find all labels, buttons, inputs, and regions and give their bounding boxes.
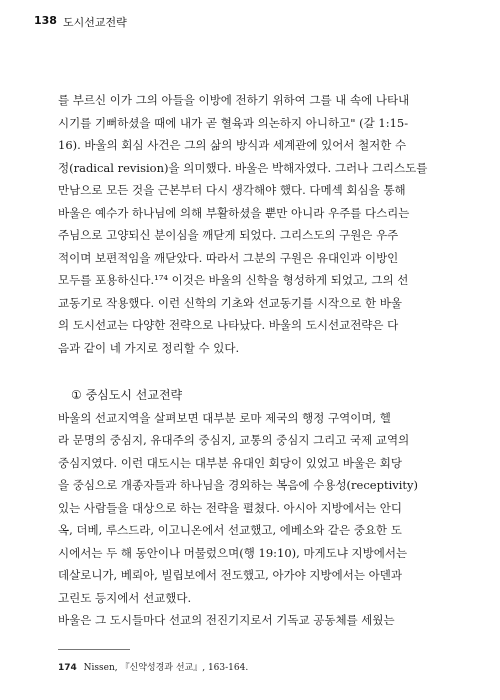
text-line: 만남으로 모든 것을 근본부터 다시 생각해야 했다. 다메섹 회심을 통해: [58, 183, 406, 197]
text-line: 고린도 등지에서 선교했다.: [58, 590, 192, 605]
section-heading: ① 중심도시 선교전략: [71, 388, 183, 402]
text-line: 음과 같이 네 가지로 정리할 수 있다.: [58, 340, 240, 355]
text-line: 라 문명의 중심지, 유대주의 중심지, 교통의 중심지 그리고 국제 교역의: [58, 433, 410, 447]
text-line: 16). 바울의 회심 사건은 그의 삶의 방식과 세계관에 있어서 철저한 수: [58, 138, 407, 152]
text-line: 적이며 보편적임을 깨닫았다. 따라서 그분의 구원은 유대인과 이방인: [58, 250, 399, 265]
text-line: 주님으로 고양되신 분이심을 깨닫게 되었다. 그리스도의 구원은 우주: [58, 228, 399, 242]
footnote-divider: [58, 649, 130, 650]
running-title: 도시선교전략: [62, 16, 127, 29]
text-line: 있는 사람들을 대상으로 하는 전략을 펼쳤다. 아시아 지방에서는 안디: [58, 500, 402, 515]
text-line: 시기를 기뻐하셨을 때에 내가 곧 혈육과 의논하지 아니하고" (갈 1:15-: [58, 115, 409, 130]
text-line: 바울은 예수가 하나님에 의해 부활하셨을 뿐만 아니라 우주를 다스리는: [58, 205, 410, 220]
text-line: 중심지였다. 이런 대도시는 대부분 유대인 회당이 있었고 바울은 회당: [58, 455, 402, 470]
footnote: [58, 660, 248, 673]
text-line: 바울의 선교지역을 살펴보면 대부분 로마 제국의 행정 구역이며, 헬: [58, 410, 391, 425]
body-paragraph: [58, 407, 470, 632]
text-line: 시에서는 두 해 동안이나 머물렀으며(행 19:10), 마게도냐 지방에서는: [58, 545, 408, 560]
text-line: 을 중심으로 개종자들과 하나님을 경외하는 복음에 수용성(receptivity): [58, 478, 419, 492]
page-number: 138: [34, 14, 57, 27]
text-line: 데살로니가, 베뢰아, 빌립보에서 전도했고, 아가야 지방에서는 아덴과: [58, 568, 402, 582]
text-line: 의 도시선교는 다양한 전략으로 나타났다. 바울의 도시선교전략은 다: [58, 318, 399, 332]
body-paragraph: [58, 89, 470, 359]
running-header: [34, 14, 127, 30]
page-body: [58, 89, 470, 632]
text-line: 모두를 포용하신다.¹⁷⁴ 이것은 바울의 신학을 형성하게 되었고, 그의 선: [58, 273, 409, 287]
text-line: 바울은 그 도시들마다 선교의 전진기지로서 기독교 공동체를 세웠는: [58, 613, 395, 627]
footnote-text: Nissen, 『신약성경과 선교』, 163-164.: [83, 663, 249, 673]
text-line: 를 부르신 이가 그의 아들을 이방에 전하기 위하여 그를 내 속에 나타내: [58, 93, 410, 107]
text-line: 정(radical revision)을 의미했다. 바울은 박해자였다. 그러나 그리스도를: [58, 160, 428, 175]
text-line: 옥, 더베, 루스드라, 이고니온에서 선교했고, 에베소와 같은 중요한 도: [58, 523, 402, 537]
footnote-number: 174: [58, 663, 77, 673]
text-line: 교동기로 작용했다. 이런 신학의 기초와 선교동기를 시작으로 한 바울: [58, 295, 402, 310]
